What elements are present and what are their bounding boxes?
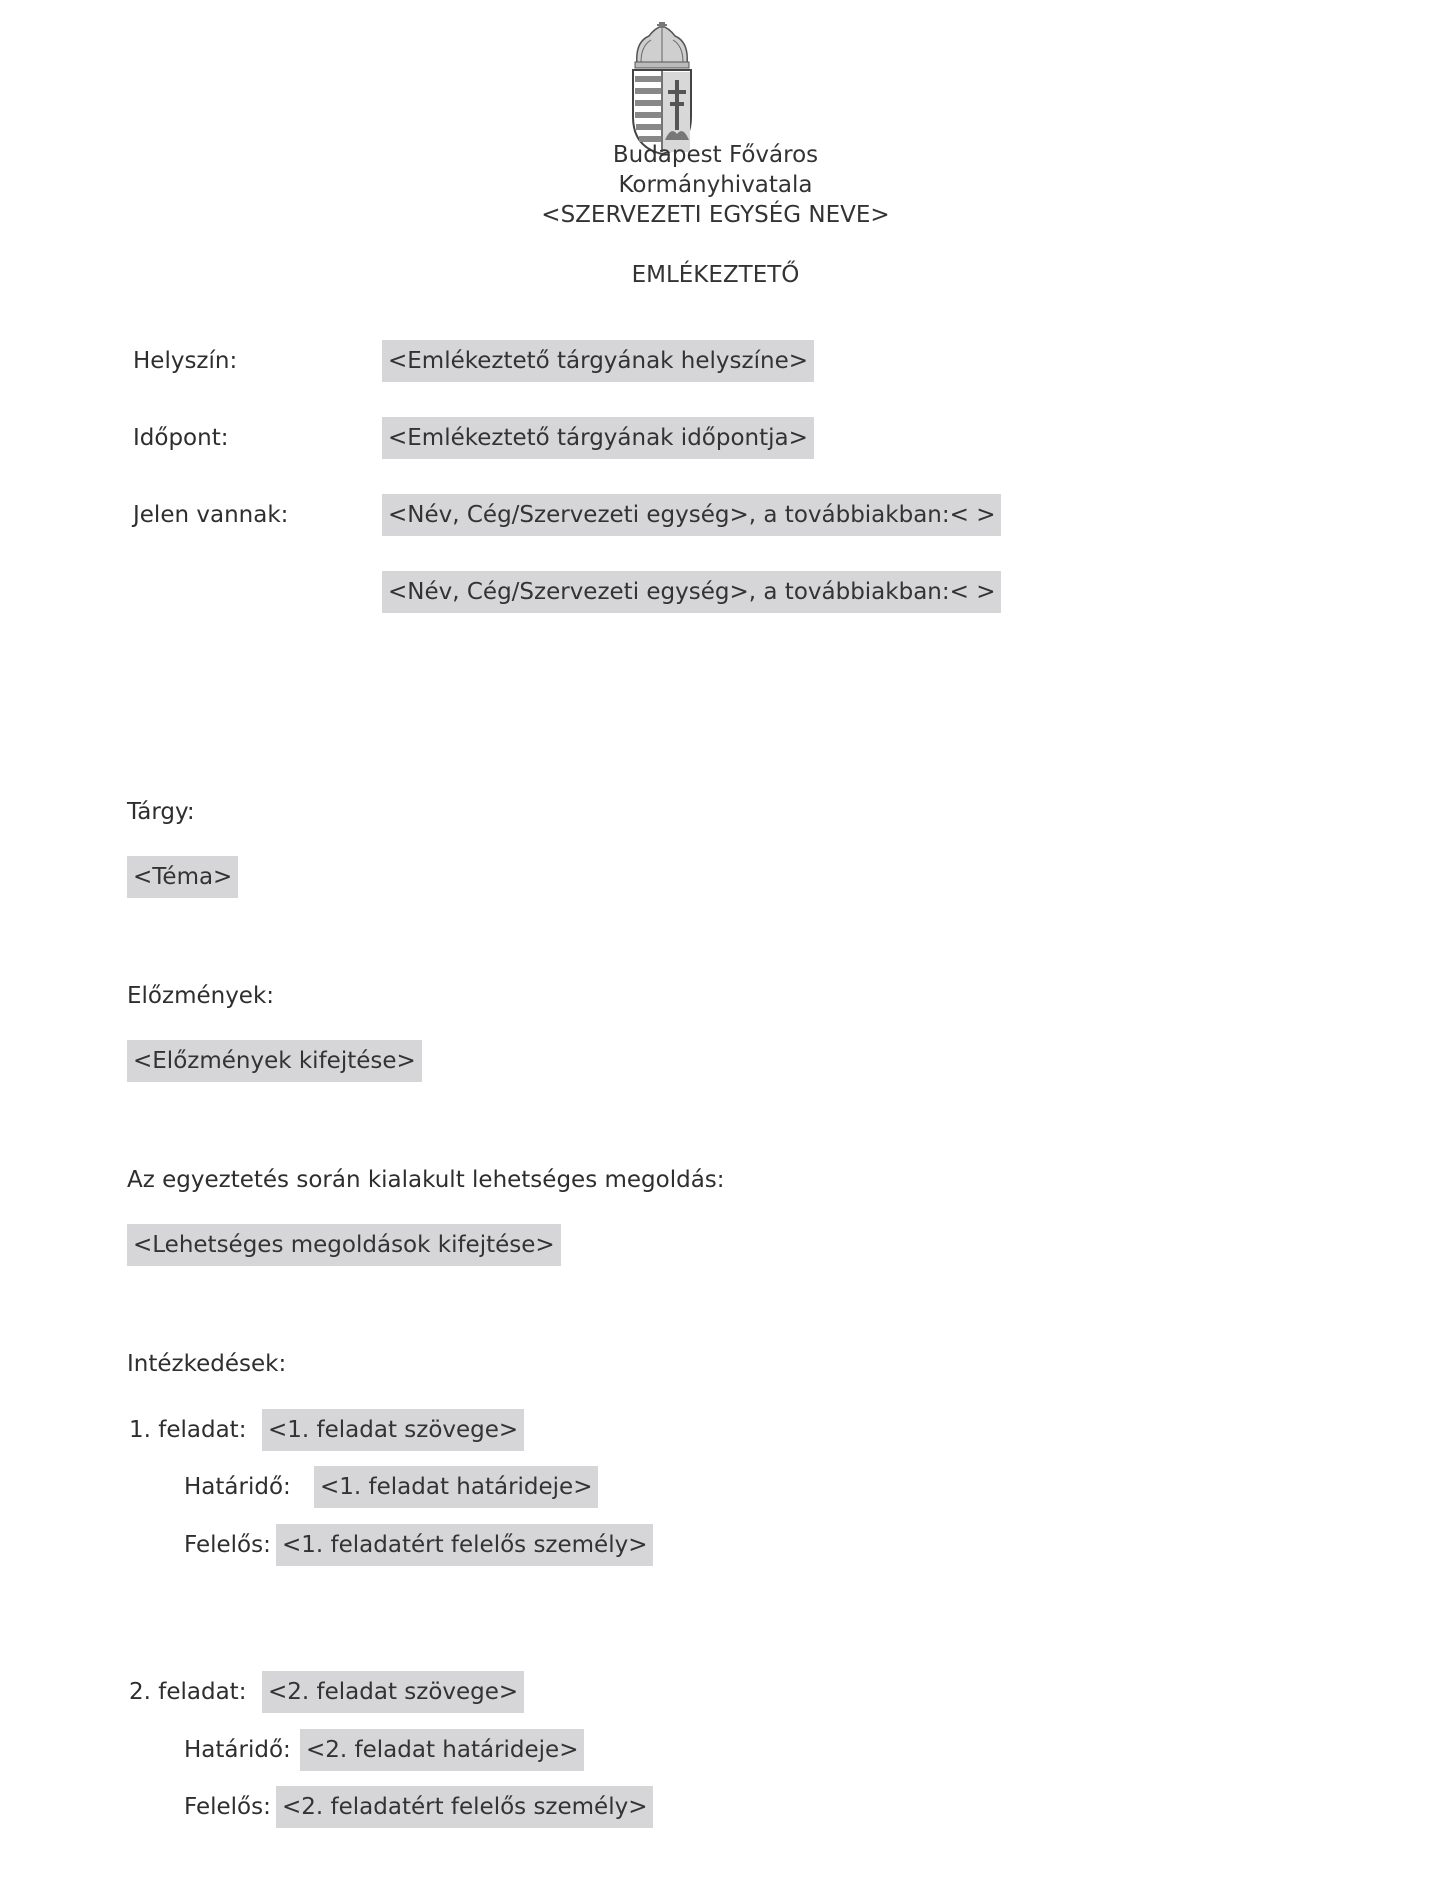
attendee-field-2[interactable]: <Név, Cég/Szervezeti egység>, a továbbiakban:< > <box>382 571 1001 613</box>
subject-label: Tárgy: <box>127 799 195 825</box>
actions-label: Intézkedések: <box>127 1351 287 1377</box>
task-2-owner-field[interactable]: <2. feladatért felelős személy> <box>276 1786 653 1828</box>
attendees-label: Jelen vannak: <box>133 502 289 528</box>
task-1-deadline-field[interactable]: <1. feladat határideje> <box>314 1466 598 1508</box>
hungarian-coat-of-arms-icon <box>627 22 697 157</box>
solution-field[interactable]: <Lehetséges megoldások kifejtése> <box>127 1224 561 1266</box>
attendee-field-1[interactable]: <Név, Cég/Szervezeti egység>, a továbbiakban:< > <box>382 494 1001 536</box>
time-label: Időpont: <box>133 425 229 451</box>
task-1-owner-label: Felelős: <box>184 1532 271 1558</box>
solution-label: Az egyeztetés során kialakult lehetséges megoldás: <box>127 1167 725 1193</box>
background-field[interactable]: <Előzmények kifejtése> <box>127 1040 422 1082</box>
subject-field[interactable]: <Téma> <box>127 856 238 898</box>
org-name-line2: Kormányhivatala <box>618 172 813 198</box>
org-unit-name: <SZERVEZETI EGYSÉG NEVE> <box>541 202 890 228</box>
task-2-deadline-field[interactable]: <2. feladat határideje> <box>300 1729 584 1771</box>
background-label: Előzmények: <box>127 983 275 1009</box>
task-1-label: 1. feladat: <box>129 1417 247 1443</box>
task-1-deadline-label: Határidő: <box>184 1474 291 1500</box>
org-name-line1: Budapest Főváros <box>612 142 819 168</box>
task-1-owner-field[interactable]: <1. feladatért felelős személy> <box>276 1524 653 1566</box>
task-1-field[interactable]: <1. feladat szövege> <box>262 1409 524 1451</box>
task-2-label: 2. feladat: <box>129 1679 247 1705</box>
document-title: EMLÉKEZTETŐ <box>631 262 800 288</box>
task-2-deadline-label: Határidő: <box>184 1737 291 1763</box>
location-label: Helyszín: <box>133 348 238 374</box>
time-field[interactable]: <Emlékeztető tárgyának időpontja> <box>382 417 814 459</box>
task-2-field[interactable]: <2. feladat szövege> <box>262 1671 524 1713</box>
location-field[interactable]: <Emlékeztető tárgyának helyszíne> <box>382 340 814 382</box>
task-2-owner-label: Felelős: <box>184 1794 271 1820</box>
